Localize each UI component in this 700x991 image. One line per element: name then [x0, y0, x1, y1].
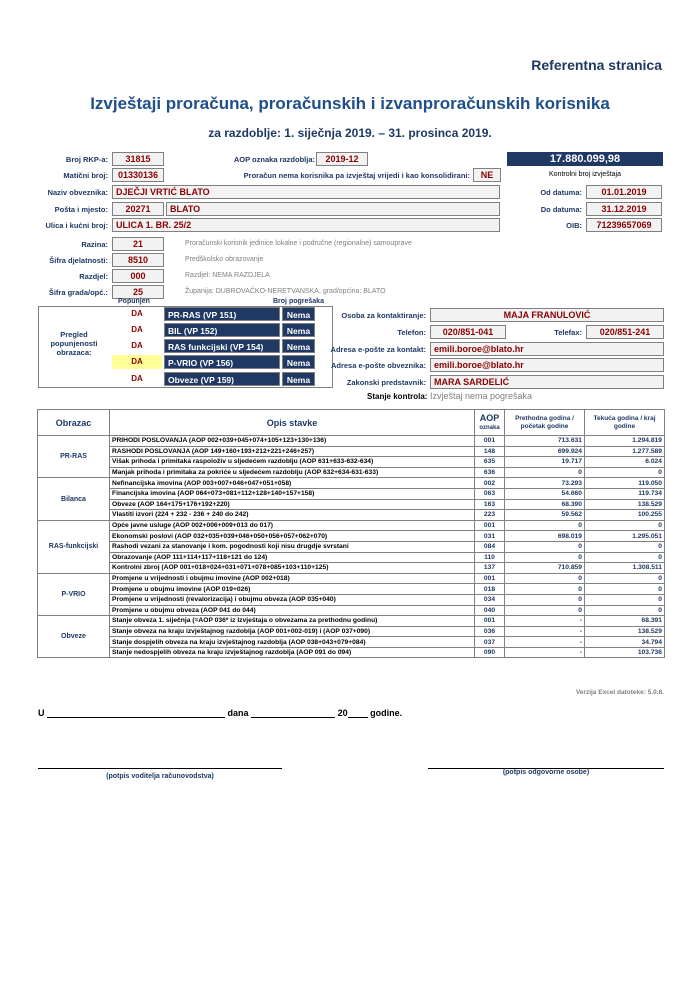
post-code-field[interactable]: 20271 — [112, 202, 164, 216]
item-description: Stanje dospjelih obveza na kraju izvještajnog razdoblja (AOP 038+043+079+084) — [110, 637, 475, 648]
current-year-value: 0 — [585, 467, 665, 478]
aop-code: 223 — [475, 510, 505, 521]
aop-code: 148 — [475, 446, 505, 457]
current-year-value: 0 — [585, 584, 665, 595]
control-state-label: Stanje kontrola: — [367, 392, 428, 401]
form-group-label: PR-RAS — [38, 436, 110, 478]
signature-caption-right: (potpis odgovorne osobe) — [502, 769, 590, 776]
current-year-value: 0 — [585, 605, 665, 616]
current-year-value: 103.736 — [585, 647, 665, 658]
item-description: Stanje nedospjelih obveza na kraju izvještajnog razdoblja (AOP 091 do 094) — [110, 647, 475, 658]
razdjel-desc: Razdjel: NEMA RAZDJELA — [185, 272, 270, 279]
signature-line-left[interactable] — [38, 768, 282, 769]
previous-year-value: 0 — [505, 605, 585, 616]
item-description: Obveze (AOP 164+175+176+192+220) — [110, 499, 475, 510]
aop-code: 137 — [475, 563, 505, 574]
form-filled-flag: DA — [131, 309, 143, 318]
aop-code: 018 — [475, 584, 505, 595]
aop-code: 034 — [475, 594, 505, 605]
table-row — [38, 563, 665, 574]
mb-field[interactable]: 01330136 — [112, 168, 164, 182]
aop-code: 084 — [475, 541, 505, 552]
current-year-value: 138.529 — [585, 499, 665, 510]
sifra-label: Šifra djelatnosti: — [49, 256, 108, 265]
place-date-line — [38, 708, 402, 718]
phone-label: Telefon: — [397, 328, 426, 337]
item-description: Ekonomski poslovi (AOP 032+035+039+046+050+056+057+062+070) — [110, 531, 475, 542]
item-description: Kontrolni zbroj (AOP 001+018+024+031+071+078+085+103+110+125) — [110, 563, 475, 574]
aop-period-label: AOP oznaka razdoblja: — [233, 155, 315, 164]
table-row — [38, 584, 665, 595]
form-link-pr-ras[interactable]: PR-RAS (VP 151) — [164, 307, 280, 321]
previous-year-value: 0 — [505, 594, 585, 605]
razdjel-field[interactable]: 000 — [112, 269, 164, 283]
reference-page-label: Referentna stranica — [531, 57, 662, 73]
previous-year-value: 699.924 — [505, 446, 585, 457]
form-group-label: Bilanca — [38, 478, 110, 520]
razina-label: Razina: — [81, 240, 108, 249]
from-date-label: Od datuma: — [540, 188, 582, 197]
previous-year-value: 0 — [505, 552, 585, 563]
current-year-value: 1.295.051 — [585, 531, 665, 542]
table-row — [38, 510, 665, 521]
aop-code: 001 — [475, 436, 505, 447]
item-description: Stanje obveza na kraju izvještajnog razdoblja (AOP 001+002-019) i (AOP 037+090) — [110, 626, 475, 637]
current-year-value: 100.255 — [585, 510, 665, 521]
previous-year-value: 710.859 — [505, 563, 585, 574]
form-errors: Nema — [282, 307, 315, 321]
form-filled-flag: DA — [131, 374, 143, 383]
completeness-label: Pregled popunjenosti obrazaca: — [50, 330, 98, 357]
col-aop-title: AOP — [479, 412, 500, 423]
current-year-value: 0 — [585, 573, 665, 584]
aop-code: 001 — [475, 520, 505, 531]
table-row — [38, 467, 665, 478]
u-label: U — [38, 708, 45, 718]
current-year-value: 1.277.589 — [585, 446, 665, 457]
col-prev: Prethodna godina / početak godine — [505, 410, 585, 436]
control-number-label: Kontrolni broj izvještaja — [549, 171, 621, 178]
from-date-field[interactable]: 01.01.2019 — [586, 185, 662, 199]
oib-label: OIB: — [566, 221, 582, 230]
previous-year-value: 0 — [505, 467, 585, 478]
sifra-desc: Predškolsko obrazovanje — [185, 256, 264, 263]
year-blank[interactable] — [348, 708, 368, 718]
contact-person-field[interactable]: MAJA FRANULOVIĆ — [430, 308, 664, 322]
table-row — [38, 520, 665, 531]
form-filled-flag: DA — [112, 355, 162, 369]
current-year-value: 0 — [585, 541, 665, 552]
col-opis: Opis stavke — [110, 410, 475, 436]
table-row — [38, 594, 665, 605]
current-year-value: 119.050 — [585, 478, 665, 489]
col-aop-sub: oznaka — [479, 424, 500, 431]
previous-year-value: 19.717 — [505, 457, 585, 468]
sifra-field[interactable]: 8510 — [112, 253, 164, 267]
contact-email-field[interactable]: emili.boroe@blato.hr — [430, 342, 664, 356]
fax-field[interactable]: 020/851-241 — [586, 325, 664, 339]
previous-year-value: 0 — [505, 541, 585, 552]
aop-code: 031 — [475, 531, 505, 542]
table-row — [38, 488, 665, 499]
table-row — [38, 436, 665, 447]
oib-field[interactable]: 71239657069 — [586, 218, 662, 232]
to-date-field[interactable]: 31.12.2019 — [586, 202, 662, 216]
table-row — [38, 647, 665, 658]
current-year-value: 119.734 — [585, 488, 665, 499]
item-description: Obrazovanje (AOP 111+114+117+118+121 do 124) — [110, 552, 475, 563]
legal-rep-label: Zakonski predstavnik: — [346, 378, 426, 387]
col-aop — [475, 410, 505, 436]
signature-caption-left: (potpis voditelja računovodstva) — [106, 773, 214, 780]
form-group-label: P-VRIO — [38, 573, 110, 615]
previous-year-value: - — [505, 626, 585, 637]
control-total: 17.880.099,98 — [507, 152, 663, 166]
aop-code: 002 — [475, 478, 505, 489]
previous-year-value: 0 — [505, 573, 585, 584]
grad-field[interactable]: 25 — [112, 285, 164, 299]
summary-table — [37, 409, 665, 658]
errors-header: Broj pogrešaka — [273, 298, 324, 305]
grad-label: Šifra grada/opć.: — [48, 288, 108, 297]
item-description: Opće javne usluge (AOP 002+006+009+013 do 017) — [110, 520, 475, 531]
legal-rep-field[interactable]: MARA SARDELIĆ — [430, 375, 664, 389]
item-description: RASHODI POSLOVANJA (AOP 149+160+193+212+221+246+257) — [110, 446, 475, 457]
table-row — [38, 552, 665, 563]
page-title: Izvještaji proračuna, proračunskih i izvanproračunskih korisnika — [90, 94, 610, 113]
table-row — [38, 626, 665, 637]
aop-period-field[interactable]: 2019-12 — [316, 152, 368, 166]
item-description: Vlastiti izvori (224 + 232 - 236 + 240 do 242) — [110, 510, 475, 521]
grad-desc: Županija: DUBROVAČKO-NERETVANSKA, grad/općina: BLATO — [185, 288, 386, 295]
current-year-value: 68.391 — [585, 616, 665, 627]
contact-person-label: Osoba za kontaktiranje: — [341, 311, 426, 320]
place-field[interactable]: BLATO — [166, 202, 500, 216]
aop-code: 635 — [475, 457, 505, 468]
post-label: Pošta i mjesto: — [54, 205, 108, 214]
col-obrazac: Obrazac — [38, 410, 110, 436]
street-label: Ulica i kućni broj: — [45, 221, 108, 230]
table-row — [38, 478, 665, 489]
razina-desc: Proračunski korisnik jedinice lokalne i područne (regionalne) samouprave — [185, 240, 412, 247]
form-link-ras-funkcijski[interactable]: RAS funkcijski (VP 154) — [164, 339, 280, 353]
razina-field[interactable]: 21 — [112, 237, 164, 251]
table-row — [38, 541, 665, 552]
obligor-email-field[interactable]: emili.boroe@blato.hr — [430, 358, 664, 372]
current-year-value: 34.794 — [585, 637, 665, 648]
consol-field[interactable]: NE — [473, 168, 501, 182]
dana-label: dana — [227, 708, 249, 718]
item-description: Financijska imovina (AOP 064+073+081+112+128+140+157+158) — [110, 488, 475, 499]
current-year-value: 138.529 — [585, 626, 665, 637]
form-link-p-vrio[interactable]: P-VRIO (VP 156) — [164, 355, 280, 369]
col-curr: Tekuća godina / kraj godine — [585, 410, 665, 436]
date-blank[interactable] — [251, 708, 335, 718]
aop-code: 037 — [475, 637, 505, 648]
godine-label: godine. — [370, 708, 403, 718]
current-year-value: 1.308.511 — [585, 563, 665, 574]
aop-code: 001 — [475, 573, 505, 584]
item-description: Promjene u vrijednosti (revalorizacija) i obujmu obveza (AOP 035+040) — [110, 594, 475, 605]
item-description: Rashodi vezani za stanovanje i kom. pogodnosti koji nisu drugdje svrstani — [110, 541, 475, 552]
table-row — [38, 605, 665, 616]
item-description: Nefinancijska imovina (AOP 003+007+046+047+051+058) — [110, 478, 475, 489]
current-year-value: 6.024 — [585, 457, 665, 468]
table-row — [38, 531, 665, 542]
name-label: Naziv obveznika: — [47, 188, 108, 197]
street-field[interactable]: ULICA 1. BR. 25/2 — [112, 218, 500, 232]
form-filled-flag: DA — [131, 341, 143, 350]
table-row — [38, 457, 665, 468]
place-blank[interactable] — [47, 708, 225, 718]
current-year-value: 0 — [585, 552, 665, 563]
previous-year-value: 0 — [505, 520, 585, 531]
item-description: PRIHODI POSLOVANJA (AOP 002+039+045+074+105+123+130+136) — [110, 436, 475, 447]
contact-email-label: Adresa e-pošte za kontakt: — [330, 345, 426, 354]
previous-year-value: 59.562 — [505, 510, 585, 521]
previous-year-value: 54.660 — [505, 488, 585, 499]
popunjen-header: Popunjen — [118, 298, 150, 305]
current-year-value: 1.294.819 — [585, 436, 665, 447]
control-state-value: Izvještaj nema pogrešaka — [430, 391, 533, 401]
previous-year-value: - — [505, 647, 585, 658]
year-prefix: 20 — [337, 708, 348, 718]
consol-label: Proračun nema korisnika pa izvještaj vrijedi i kao konsolidirani: — [243, 171, 470, 180]
item-description: Promjene u vrijednosti i obujmu imovine (AOP 002+018) — [110, 573, 475, 584]
previous-year-value: 73.293 — [505, 478, 585, 489]
table-row — [38, 616, 665, 627]
item-description: Promjene u obujmu imovine (AOP 019+026) — [110, 584, 475, 595]
form-group-label: RAS-funkcijski — [38, 520, 110, 573]
form-errors: Nema — [282, 323, 315, 337]
aop-code: 090 — [475, 647, 505, 658]
period-label: za razdoblje: 1. siječnja 2019. – 31. prosinca 2019. — [208, 126, 492, 140]
item-description: Višak prihoda i primitaka raspoloživ u sljedećem razdoblju (AOP 631+633-632-634) — [110, 457, 475, 468]
form-filled-flag: DA — [131, 325, 143, 334]
table-row — [38, 637, 665, 648]
current-year-value: 0 — [585, 594, 665, 605]
table-row — [38, 446, 665, 457]
table-header-row — [38, 410, 665, 436]
rkp-label: Broj RKP-a: — [65, 155, 108, 164]
previous-year-value: - — [505, 637, 585, 648]
form-link-obveze[interactable]: Obveze (VP 159) — [164, 372, 280, 386]
aop-code: 001 — [475, 616, 505, 627]
form-errors: Nema — [282, 355, 315, 369]
previous-year-value: 68.390 — [505, 499, 585, 510]
rkp-field[interactable]: 31815 — [112, 152, 164, 166]
previous-year-value: 713.631 — [505, 436, 585, 447]
item-description: Stanje obveza 1. siječnja (=AOP 036* iz Izvještaja o obvezama za prethodnu godinu) — [110, 616, 475, 627]
aop-code: 636 — [475, 467, 505, 478]
name-field[interactable]: DJEČJI VRTIĆ BLATO — [112, 185, 500, 199]
item-description: Promjene u obujmu obveza (AOP 041 do 044) — [110, 605, 475, 616]
item-description: Manjak prihoda i primitaka za pokriće u sljedećem razdoblju (AOP 632+634-631-633) — [110, 467, 475, 478]
current-year-value: 0 — [585, 520, 665, 531]
form-link-bil[interactable]: BIL (VP 152) — [164, 323, 280, 337]
previous-year-value: - — [505, 616, 585, 627]
aop-code: 163 — [475, 499, 505, 510]
form-group-label: Obveze — [38, 616, 110, 658]
previous-year-value: 0 — [505, 584, 585, 595]
aop-code: 036 — [475, 626, 505, 637]
form-errors: Nema — [282, 339, 315, 353]
table-row — [38, 573, 665, 584]
aop-code: 040 — [475, 605, 505, 616]
previous-year-value: 698.019 — [505, 531, 585, 542]
aop-code: 110 — [475, 552, 505, 563]
phone-field[interactable]: 020/851-041 — [430, 325, 506, 339]
form-errors: Nema — [282, 372, 315, 386]
aop-code: 063 — [475, 488, 505, 499]
fax-label: Telefax: — [554, 328, 582, 337]
mb-label: Matični broj: — [63, 171, 108, 180]
table-row — [38, 499, 665, 510]
obligor-email-label: Adresa e-pošte obveznika: — [330, 361, 426, 370]
version-label: Verzija Excel datoteke: 5.0.8. — [575, 689, 664, 696]
to-date-label: Do datuma: — [540, 205, 582, 214]
razdjel-label: Razdjel: — [79, 272, 108, 281]
